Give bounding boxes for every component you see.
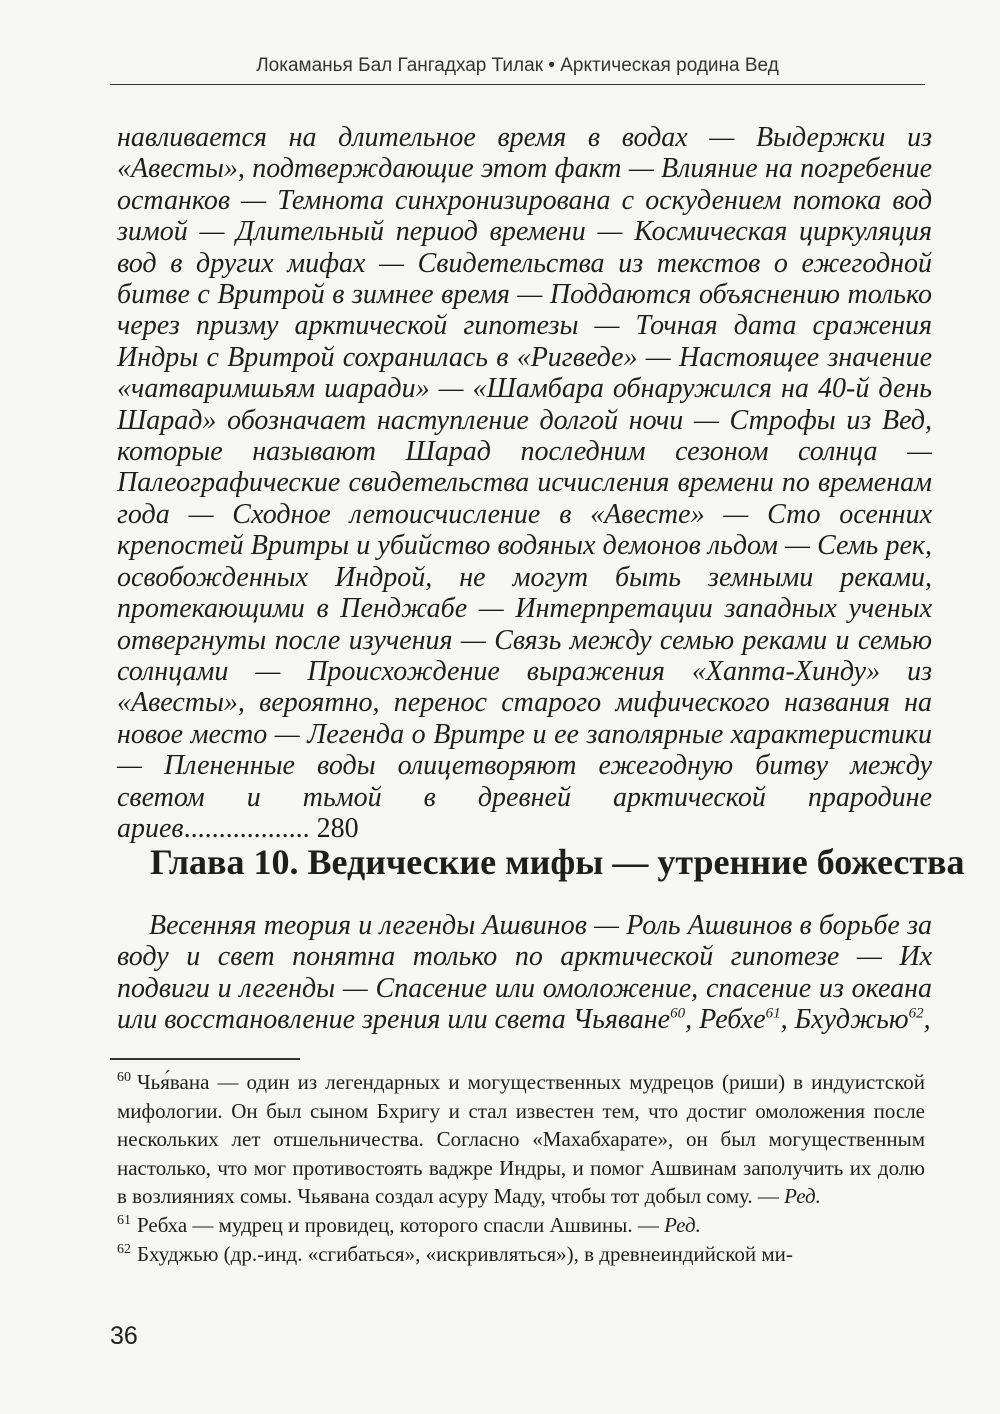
footnote-61	[117, 1211, 925, 1240]
chapter-intro-text: Весенняя теория и легенды Ашвинов — Роль Ашвинов в борьбе за воду и свет понятна только по арктической гипотезе — Их подвиги и легенды — Спасение или омоложение, спасение из океана или восстановление зрения или света Чьяване	[117, 910, 932, 1036]
page-number: 36	[110, 1322, 138, 1350]
footnotes	[117, 1068, 925, 1268]
toc-entry-chapter-9	[117, 122, 932, 844]
chapter-intro-tail: ,	[923, 1004, 931, 1036]
footnote-60	[117, 1068, 925, 1211]
footnote-editor: Ред.	[784, 1184, 821, 1209]
footnote-rule	[110, 1058, 300, 1060]
toc-page-number: 280	[316, 812, 359, 844]
footnote-text: Ребха — мудрец и провидец, которого спасли Ашвины. —	[137, 1212, 659, 1237]
footnote-text: Чья́вана — один из легендарных и могущественных мудрецов (риши) в индуистской мифологии. Он был сыном Бхригу и стал известен тем, что достиг омоложения после нескольких лет отшельничества. Согласно «Махабхарате», он был могущественным настолько, что мог противостоять ваджре Индры, и помог Ашвинам заполучить их долю в возлияниях сомы. Чьявана создал асуру Маду, чтобы тот добыл сому. —	[117, 1070, 925, 1209]
chapter-intro-sep: , Бхуджью	[780, 1004, 909, 1036]
toc-leader: ..................	[183, 812, 310, 844]
footnote-ref-61[interactable]: 61	[765, 1005, 781, 1022]
chapter-intro	[117, 910, 932, 1036]
footnote-ref-60[interactable]: 60	[670, 1005, 686, 1022]
header-rule	[110, 84, 925, 85]
footnote-ref-62[interactable]: 62	[908, 1005, 924, 1022]
running-header: Локаманья Бал Гангадхар Тилак • Арктическая родина Вед	[256, 55, 779, 76]
chapter-title: Глава 10. Ведические мифы — утренние божества	[150, 842, 965, 882]
footnote-number: 62	[117, 1241, 131, 1257]
footnote-number: 60	[117, 1070, 131, 1085]
chapter-intro-sep: , Ребхе	[685, 1004, 766, 1036]
footnote-number: 61	[117, 1212, 131, 1228]
footnote-editor: Ред.	[664, 1212, 701, 1237]
footnote-62	[117, 1240, 925, 1269]
toc-entry-text: навливается на длительное время в водах — Выдержки из «Авесты», подтверждающие этот факт — Влияние на погребение останков — Темнота синхронизирована с оскудением потока вод зимой — Длительный период времени — Космическая циркуляция вод в других мифах — Свидетельства из текстов о ежегодной битве с Вритрой в зимнее время — Поддаются объяснению только через призму арктической гипотезы — Точная дата сражения Индры с Вритрой сохранилась в «Ригведе» — Настоящее значение «чатваримшьям шаради» — «Шамбара обнаружился на 40-й день Шарад» обозначает наступление долгой ночи — Строфы из Вед, которые называют Шарад последним сезоном солнца — Палеографические свидетельства исчисления времени по временам года — Сходное летоисчисление в «Авесте» — Сто осенних крепостей Вритры и убийство водяных демонов льдом — Семь рек, освобожденных Индрой, не могут быть земными реками, протекающими в Пенджабе — Интерпретации западных ученых отвергнуты после изучения — Связь между семью реками и семью солнцами — Происхождение выражения «Хапта-Хинду» из «Авесты», вероятно, перенос старого мифического названия на новое место — Легенда о Вритре и ее заполярные характеристики — Плененные воды олицетворяют ежегодную битву между светом и тьмой в древней арктической прародине ариев	[117, 122, 932, 844]
footnote-text: Бхуджью (др.-инд. «сгибаться», «искривляться»), в древнеиндийской ми-	[137, 1241, 793, 1266]
